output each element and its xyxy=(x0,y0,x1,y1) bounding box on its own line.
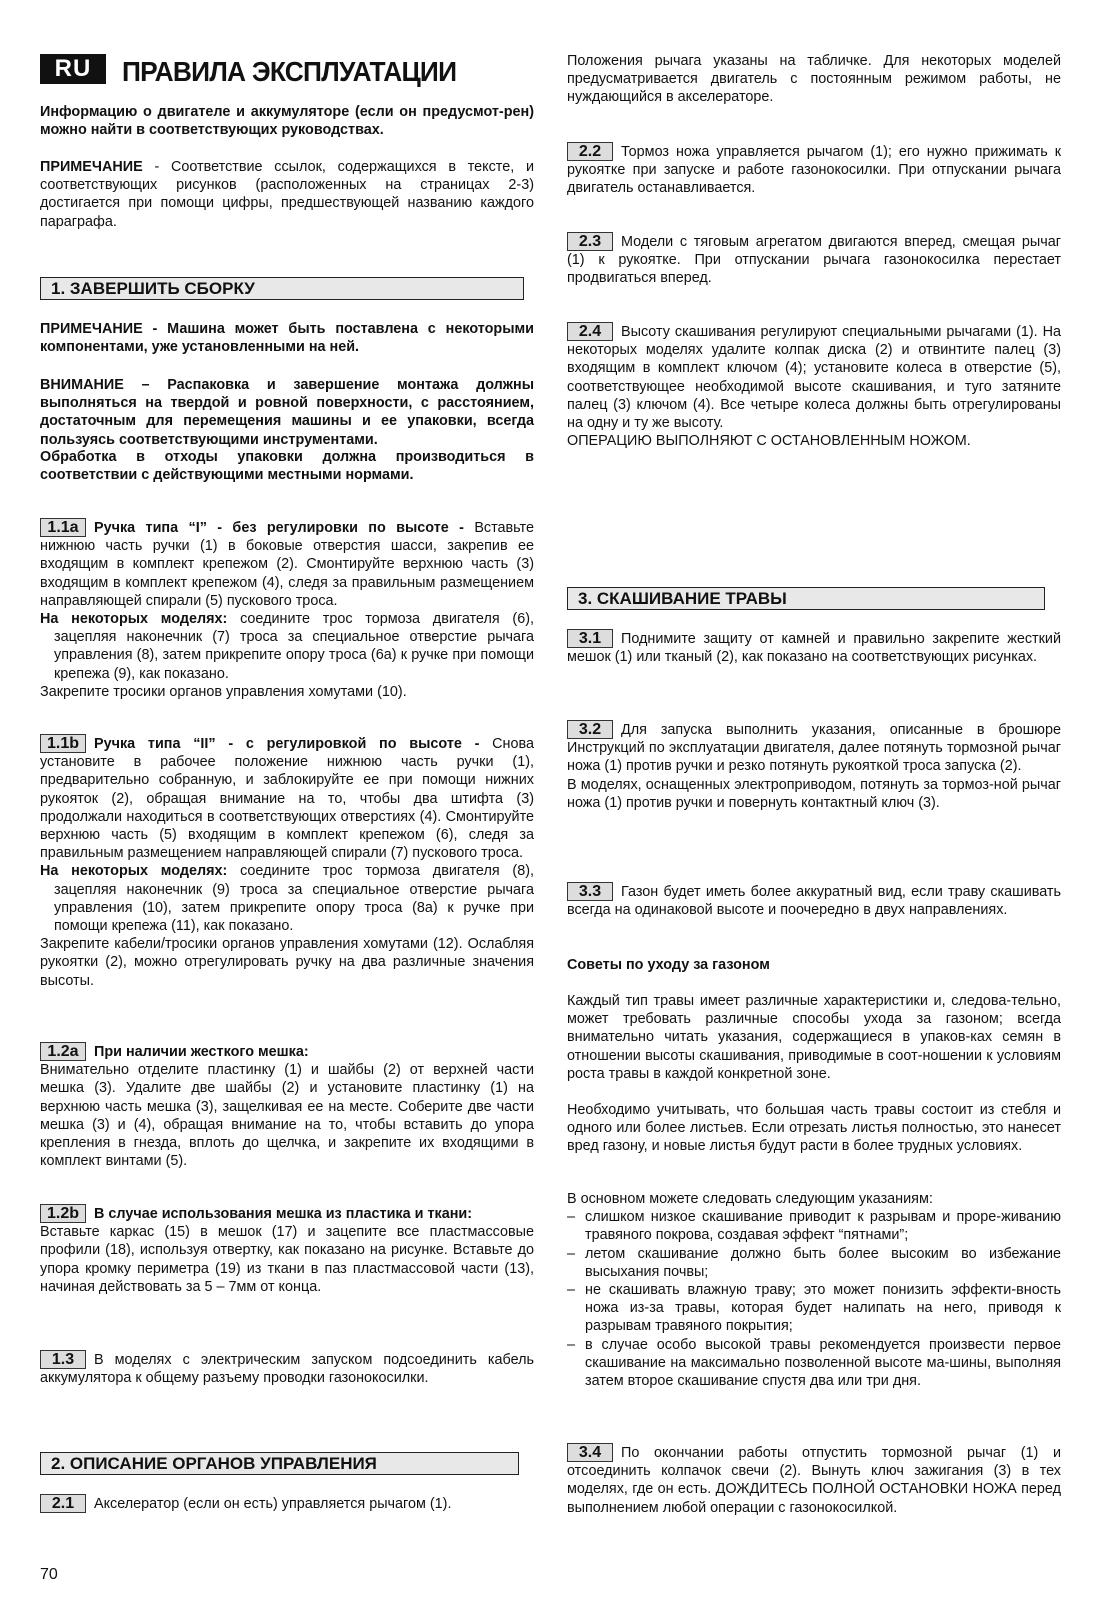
p11a-text: Вставьте нижнюю часть ручки (1) в боковые отверстия шасси, закрепив ее входящим в комплект крепежом (2). Смонтируйте верхнюю часть (3) входящим в комплект крепежом (4), следя за правильным размещением направляющей спирали (5) пускового троса. xyxy=(40,520,534,609)
p11a-some-text: соедините трос тормоза двигателя (6), зацепляя наконечник (7) троса за специальное отверстие рычага управления (8), затем прикрепите опору троса (6а) к ручке при помощи крепежа (9), как показано. xyxy=(54,611,534,682)
para-2-3 xyxy=(567,232,1061,288)
tag-1-1a: 1.1a xyxy=(40,518,86,537)
s1-disposal: Обработка в отходы упаковки должна производиться в соответствии с действующими местными нормами. xyxy=(40,449,534,484)
tips-lead: В основном можете следовать следующим указаниям: xyxy=(567,1191,933,1207)
p32-text: Для запуска выполнить указания, описанные в брошюре Инструкций по эксплуатации двигателя, далее потянуть тормозной рычаг ножа (1) против ручки и резко потянуть рукояткой троса запуска (2). xyxy=(567,722,1061,775)
section-1-heading: 1. ЗАВЕРШИТЬ СБОРКУ xyxy=(40,277,524,300)
intro-note xyxy=(40,158,534,231)
list-item: – летом скашивание должно быть более высоким во избежание высыхания почвы; xyxy=(567,1245,1061,1280)
tips-title: Советы по уходу за газоном xyxy=(567,957,770,973)
p24-caps: ОПЕРАЦИЮ ВЫПОЛНЯЮТ С ОСТАНОВЛЕННЫМ НОЖОМ. xyxy=(567,433,971,450)
p22-text: Тормоз ножа управляется рычагом (1); его нужно прижимать к рукоятке при запуске и работе газонокосилки. При отпускании рычага двигатель останавливается. xyxy=(567,144,1061,197)
tag-1-1b: 1.1b xyxy=(40,734,86,753)
tag-3-3: 3.3 xyxy=(567,882,613,901)
tag-1-3: 1.3 xyxy=(40,1350,86,1369)
p11a-tail: Закрепите тросики органов управления хомутами (10). xyxy=(40,683,407,700)
s1-warning: ВНИМАНИЕ – Распаковка и завершение монтажа должны выполняться на твердой и ровной поверхности, с расстоянием, достаточным для перемещения машины и ее упаковки, всегда пользуясь соответствующими инструментами. xyxy=(40,377,534,448)
p11a-title: Ручка типа “I” - без регулировки по высоте - xyxy=(94,520,475,536)
p11b-text: Снова установите в рабочее положение нижнюю часть ручки (1), предварительно собранную, и заблокируйте ее при помощи нижних рукояток (2), обращая внимание на то, чтобы два штифта (3) продолжали находиться в соответствующих отверстиях (4). Смонтируйте верхнюю часть (5) входящим в комплект крепежом (6), следя за правильным размещением направляющей спирали (7) пускового троса. xyxy=(40,736,534,862)
p12b-title: В случае использования мешка из пластика и ткани: xyxy=(94,1206,473,1222)
intro-note-text: - Соответствие ссылок, содержащихся в тексте, и соответствующих рисунков (расположенных на страницах 2-3) достигается при помощи цифры, предшествующей названию каждого параграфа. xyxy=(40,159,534,230)
p34-text: По окончании работы отпустить тормозной рычаг (1) и отсоединить колпачок свечи (2). Вынуть ключ зажигания (3) в тех моделях, где он есть. ДОЖДИТЕСЬ ПОЛНОЙ ОСТАНОВКИ НОЖА перед выполнением любой операции с газонокосилкой. xyxy=(567,1445,1061,1516)
tag-3-4: 3.4 xyxy=(567,1443,613,1462)
para-1-3 xyxy=(40,1350,534,1387)
p11b-some-text: соедините трос тормоза двигателя (8), зацепляя наконечник (9) троса за специальное отверстие рычага управления (10), затем прикрепите опору троса (8а) к ручке при помощи крепежа (11), как показано. xyxy=(54,863,534,935)
para-2-1 xyxy=(40,1494,534,1513)
para-3-4 xyxy=(567,1443,1061,1517)
p12b-text: Вставьте каркас (15) в мешок (17) и зацепите все пластмассовые профили (18), используя отвертку, как показано на рисунке. Вставьте до упора кромку периметра (19) из ткани в паз пластмассовой части (13), начиная действовать за 5 – 7мм от конца. xyxy=(40,1224,534,1295)
page-header xyxy=(40,52,540,92)
para-2-2 xyxy=(567,142,1061,198)
p11a-some-models xyxy=(40,610,534,683)
s1-note: ПРИМЕЧАНИЕ - Машина может быть поставлена с некоторыми компонентами, уже установленными на ней. xyxy=(40,321,534,356)
section-3-heading: 3. СКАШИВАНИЕ ТРАВЫ xyxy=(567,587,1045,610)
p23-text: Модели с тяговым агрегатом двигаются вперед, смещая рычаг (1) к рукоятке. При отпускании рычага газонокосилка перестает продвигаться вперед. xyxy=(567,234,1061,287)
para-1-2a xyxy=(40,1042,534,1170)
p11b-title: Ручка типа “II” - с регулировкой по высоте - xyxy=(94,736,493,752)
p31-text: Поднимите защиту от камней и правильно закрепите жесткий мешок (1) или тканый (2), как показано на соответствующих рисунках. xyxy=(567,631,1061,666)
para-1-2b xyxy=(40,1204,534,1296)
p12a-text: Внимательно отделите пластинку (1) и шайбы (2) от верхней части мешка (3). Удалите две шайбы (2) и установите пластинку (1) на верхнюю часть мешка (3), защелкивая ее на месте. Соберите две части мешка (3) и (4), обращая внимание на то, чтобы вставить до упора крепления в гнезда, вплоть до щелчка, и закрепите их входящими в комплект винтами (5). xyxy=(40,1062,534,1170)
p11b-some-models xyxy=(40,862,534,935)
list-item-text: не скашивать влажную траву; это может понизить эффекти-вность ножа из-за травы, которая будет налипать на него, приводя к разрывам травяного покрытия; xyxy=(585,1282,1061,1335)
para-1-1b xyxy=(40,734,534,990)
list-item: – слишком низкое скашивание приводит к разрывам и проре-живанию травяного покрова, создавая эффект “пятнами”; xyxy=(567,1209,1061,1244)
tag-1-2b: 1.2b xyxy=(40,1204,86,1223)
p13-text: В моделях с электрическим запуском подсоединить кабель аккумулятора к общему разъему проводки газонокосилки. xyxy=(40,1352,534,1387)
p32-text2: В моделях, оснащенных электроприводом, потянуть за тормоз-ной рычаг ножа (1) против ручки и повернуть контактный ключ (3). xyxy=(567,776,1061,811)
intro-note-label: ПРИМЕЧАНИЕ xyxy=(40,159,143,175)
p21-text: Акселератор (если он есть) управляется рычагом (1). xyxy=(94,1496,452,1512)
p21-continuation: Положения рычага указаны на табличке. Для некоторых моделей предусматривается двигатель с постоянным режимом работы, не нуждающийся в акселераторе. xyxy=(567,53,1061,106)
p11b-tail: Закрепите кабели/тросики органов управления хомутами (12). Ослабляя рукоятки (2), можно отрегулировать ручку на два различные значения высоты. xyxy=(40,936,534,989)
language-badge: RU xyxy=(40,54,106,84)
page-number: 70 xyxy=(40,1566,58,1583)
list-item-text: в случае особо высокой травы рекомендуется произвести первое скашивание на максимально позволенной высоте ма-шины, выполняя затем второе скашивание спустя два или три дня. xyxy=(585,1336,1061,1390)
tag-3-1: 3.1 xyxy=(567,629,613,648)
list-item-text: летом скашивание должно быть более высоким во избежание высыхания почвы; xyxy=(585,1245,1061,1280)
p11a-some-label: На некоторых моделях: xyxy=(40,611,228,628)
list-item: – не скашивать влажную траву; это может понизить эффекти-вность ножа из-за травы, которая будет налипать на него, приводя к разрывам травяного покрытия; xyxy=(567,1282,1061,1335)
tag-2-4: 2.4 xyxy=(567,322,613,341)
p33-text: Газон будет иметь более аккуратный вид, если траву скашивать всегда на одинаковой высоте и поочередно в двух направлениях. xyxy=(567,884,1061,919)
para-3-1 xyxy=(567,629,1061,666)
para-3-2 xyxy=(567,720,1061,812)
tag-2-2: 2.2 xyxy=(567,142,613,161)
list-item-text: слишком низкое скашивание приводит к разрывам и проре-живанию травяного покрова, создавая эффект “пятнами”; xyxy=(585,1209,1061,1244)
tips-para-1: Каждый тип травы имеет различные характеристики и, следова-тельно, может требовать различные способы ухода за газоном; всегда внимательно читать указания, содержащиеся в упаков-ках семян в отношении высоты скашивания, приводимые в соот-ношении к условиям роста травы в каждой конкретной зоне. xyxy=(567,993,1061,1082)
tag-1-2a: 1.2a xyxy=(40,1042,86,1061)
p12a-title: При наличии жесткого мешка: xyxy=(94,1044,309,1060)
para-3-3 xyxy=(567,882,1061,919)
tag-2-1: 2.1 xyxy=(40,1494,86,1513)
tips-list xyxy=(567,1190,1061,1390)
tag-2-3: 2.3 xyxy=(567,232,613,251)
p24-text: Высоту скашивания регулируют специальными рычагами (1). На некоторых моделях удалите колпак диска (2) и отвинтите палец (3) входящим в комплект ключом (4); установите колеса в отверстие (5), соответствующее необходимой высоте скашивания, и туго затяните палец (3) ключом (4). Все четыре колеса должны быть отрегулированы на одну и ту же высоту. xyxy=(567,324,1061,432)
page-title: ПРАВИЛА ЭКСПЛУАТАЦИИ xyxy=(122,56,457,87)
section-2-heading: 2. ОПИСАНИЕ ОРГАНОВ УПРАВЛЕНИЯ xyxy=(40,1452,519,1475)
intro-info: Информацию о двигателе и аккумуляторе (если он предусмот-рен) можно найти в соответствующих руководствах. xyxy=(40,104,534,139)
tag-3-2: 3.2 xyxy=(567,720,613,739)
para-1-1a xyxy=(40,518,534,701)
tips-para-2: Необходимо учитывать, что большая часть травы состоит из стебля и одного или более листьев. Если отрезать листья полностью, это нанесет вред газону, и новые листья будут расти в более трудных условиях. xyxy=(567,1102,1061,1155)
list-item: – в случае особо высокой травы рекомендуется произвести первое скашивание на максимально позволенной высоте ма-шины, выполняя затем второе скашивание спустя два или три дня. xyxy=(567,1336,1061,1390)
para-2-4 xyxy=(567,322,1061,450)
p11b-some-label: На некоторых моделях: xyxy=(40,863,228,880)
